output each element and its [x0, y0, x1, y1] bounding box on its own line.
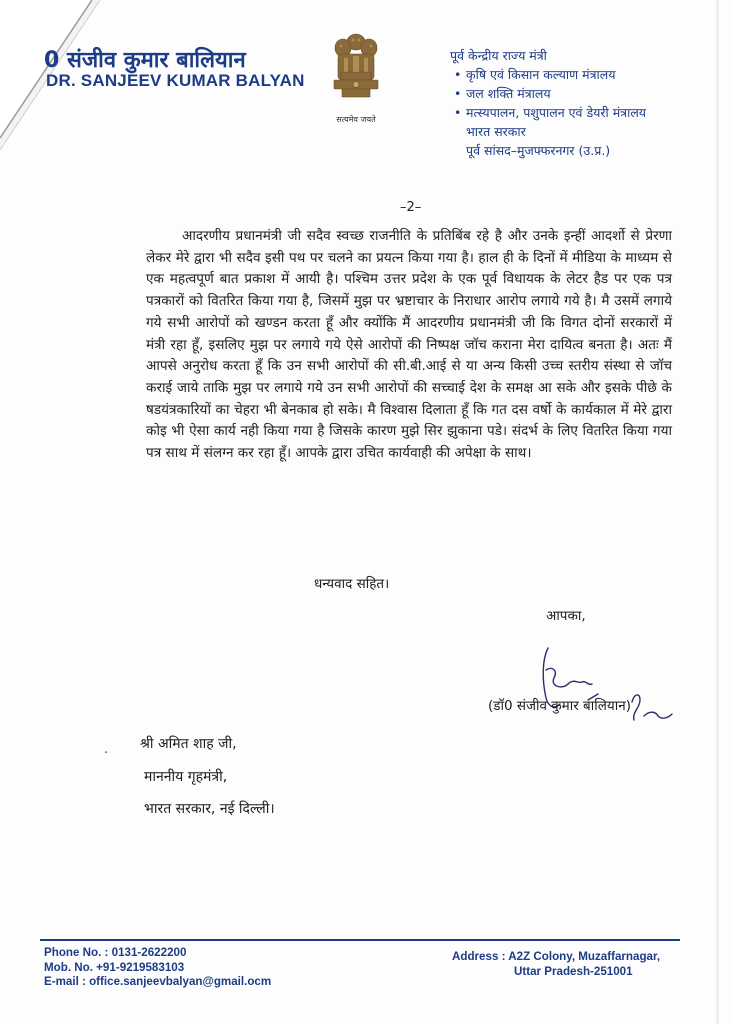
- footer-divider: [40, 939, 680, 941]
- closing-thanks: धन्यवाद सहित।: [314, 576, 390, 592]
- ministry-item: • कृषि एवं किसान कल्याण मंत्रालय: [450, 65, 720, 84]
- closing-yours: आपका,: [546, 608, 586, 624]
- scan-edge-shadow: [716, 0, 719, 1024]
- footer-mobile: Mob. No. +91-9219583103: [44, 960, 185, 974]
- letter-body: आदरणीय प्रधानमंत्री जी सदैव स्वच्छ राजनीति के प्रतिबिंब रहे है और उनके इन्हीं आदर्शो से प्रेरणा लेकर मेरे द्वारा भी सदैव इसी पथ पर चलने का प्रयत्न किया गया है। हाल ही के दिनों में मीडिया के माध्यम से एक महत्वपूर्ण बात प्रकाश में आयी है। पश्चिम उत्तर प्रदेश के एक पूर्व विधायक के लेटर हैड पर एक पत्र पत्रकारों को वितरित किया गया है, जिसमें मुझ पर भ्रष्टाचार के निराधार आरोप लगाये गये है। मै उसमें लगाये गये सभी आरोपों को खण्डन करता हूँ और क्योंकि मैं आदरणीय प्रधानमंत्री जी कि विगत दोनों सरकारों में मंत्री रहा हूँ, इसलिए मुझ पर लगाये गये ऐसे आरोपों की निष्पक्ष जॉच कराना मेरा दायित्व बनता है। अतः मैं आपसे अनुरोध करता हूँ कि उन सभी आरोपों की सी.बी.आई से या अन्य किसी उच्च स्तरीय संस्था से जॉच कराई जाये ताकि मुझ पर लगाये गये उन सभी आरोपों की सच्चाई देश के समक्ष आ सके और इसके पीछे के षडयंत्रकारियों का चेहरा भी बेनकाब हो सके। मै विश्वास दिलाता हूँ कि गत दस वर्षो के कार्यकाल में मेरे द्वारा कोइ भी ऐसा कार्य नही किया गया है जिसके कारण मुझे सिर झुकाना पडे। संदर्भ के लिए वितरित किया गया पत्र साथ में संलग्न कर रहा हूँ। आपके द्वारा उचित कार्यवाही की अपेक्षा के साथ।: [146, 228, 672, 462]
- footer-phone: Phone No. : 0131-2622200: [44, 946, 187, 959]
- bullet-mark: .: [104, 742, 109, 757]
- footer-address-line2: Uttar Pradesh-251001: [514, 964, 633, 978]
- addressee-title: माननीय गृहमंत्री,: [144, 769, 228, 785]
- ministry-item: • मत्स्यपालन, पशुपालन एवं डेयरी मंत्रालय: [450, 103, 720, 122]
- page-number: –2–: [400, 200, 422, 215]
- sender-name-hindi: 0 संजीव कुमार बालियान: [44, 48, 246, 73]
- footer-email: E-mail : office.sanjeevbalyan@gmail.ocm: [44, 975, 272, 988]
- national-emblem-icon: [322, 28, 390, 110]
- addressee-name: श्री अमित शाह जी,: [140, 736, 237, 752]
- handwritten-signature: [528, 640, 678, 730]
- ministry-item: • जल शक्ति मंत्रालय: [450, 84, 720, 103]
- sender-name-english: DR. SANJEEV KUMAR BALYAN: [46, 71, 305, 90]
- designation-block: [450, 46, 720, 160]
- former-mp-label: पूर्व सांसद–मुजफ्फरनगर (उ.प्र.): [466, 143, 611, 158]
- designation-title: पूर्व केन्द्रीय राज्य मंत्री: [450, 48, 547, 63]
- signatory-name: (डॉ0 संजीव कुमार बालियान): [488, 698, 631, 714]
- government-label: भारत सरकार: [466, 124, 526, 139]
- addressee-location: भारत सरकार, नई दिल्ली।: [144, 801, 275, 817]
- footer-address-line1: Address : A2Z Colony, Muzaffarnagar,: [452, 950, 661, 963]
- emblem-motto: सत्यमेव जयते: [336, 115, 376, 124]
- footer-address: [452, 950, 680, 979]
- footer-contacts: [44, 946, 271, 990]
